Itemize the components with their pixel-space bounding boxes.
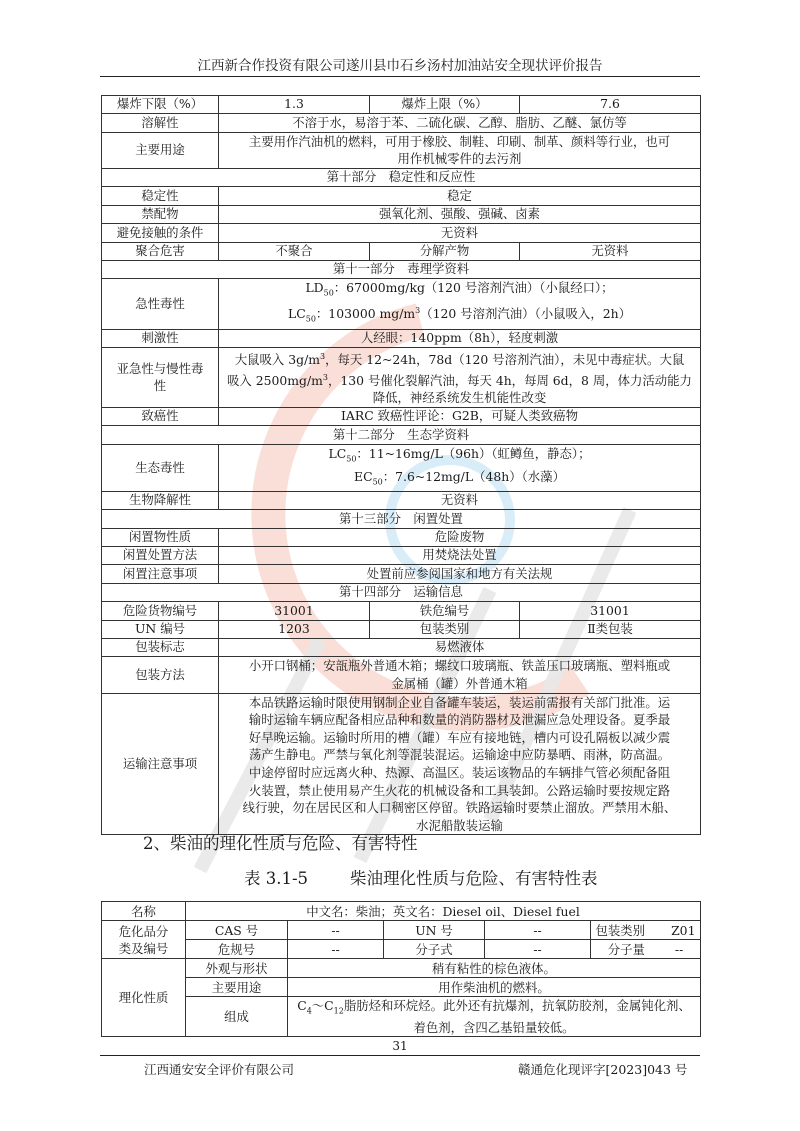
table-row — [102, 959, 701, 978]
decomp-label: 分解产物 — [370, 242, 520, 260]
avoid-label: 避免接触的条件 — [102, 224, 219, 242]
section-heading: 第十二部分 生态学资料 — [102, 426, 701, 444]
table-row — [102, 997, 701, 1037]
polymer-value: 不聚合 — [219, 242, 370, 260]
name-value: 中文名：柴油；英文名：Diesel oil、Diesel fuel — [186, 902, 701, 921]
table-row — [102, 639, 701, 657]
table-row — [102, 940, 701, 959]
appearance-label: 外观与形状 — [186, 959, 288, 978]
section-title: 2、柴油的理化性质与危险、有害特性 — [143, 834, 418, 853]
table-row — [102, 657, 701, 693]
table-row — [102, 260, 701, 278]
table-row — [102, 921, 701, 940]
table-row — [102, 444, 701, 491]
avoid-value: 无资料 — [219, 224, 701, 242]
table-row — [102, 491, 701, 509]
transport-value: 本品铁路运输时限使用钢制企业自备罐车装运，装运前需报有关部门批准。运 输时运输车辆应配备相应品种和数量的消防器材及泄漏应急处理设备。夏季最 好早晚运输。运输时所用的槽（罐）车应有接地链，槽内可设孔隔板以减少震 荡产生静电。严禁与氧化剂等混装混运。运输途中应防暴晒、雨淋，防高温。 中途停留时应远离火种、热源、高温区。装运该物品的车辆排气管必须配备阻 火装置，禁止使用易产生火花的机械设备和工具装卸。公路运输时要按规定路 线行驶，勿在居民区和人口稠密区停留。铁路运输时要禁止溜放。严禁用木船、 水泥船散装运输 — [219, 693, 701, 835]
ld50-line: $LD_{50}$：67000mg/kg（120 号溶剂汽油）（小鼠经口）； — [305, 280, 614, 298]
un-value: -- — [485, 921, 591, 940]
table-row — [102, 902, 701, 921]
table-row — [102, 279, 701, 329]
acute-label: 急性毒性 — [102, 279, 219, 329]
table-row — [102, 407, 701, 425]
disposal-nature-label: 闲置物性质 — [102, 528, 219, 546]
section-heading: 第十部分 稳定性和反应性 — [102, 168, 701, 186]
rail-no-value: 31001 — [520, 602, 701, 620]
use-label: 主要用途 — [186, 978, 288, 997]
chronic-value: 大鼠吸入 $3g/m^3$，每天 12~24h，78d（120 号溶剂汽油），未见中毒症状。大鼠 吸入 $2500mg/m^3$，130 号催化裂解汽油，每天 4h，每周 6d，8 周，体力活动能力 降低，神经系统发生机能性改变 — [219, 347, 701, 407]
solubility-label: 溶解性 — [102, 114, 219, 132]
transport-label: 运输注意事项 — [102, 693, 219, 835]
page-number: 31 — [392, 1039, 408, 1053]
table-row — [102, 242, 701, 260]
table-row — [102, 547, 701, 565]
polymer-label: 聚合危害 — [102, 242, 219, 260]
disposal-method-label: 闲置处置方法 — [102, 547, 219, 565]
pack-method-label: 包装方法 — [102, 657, 219, 693]
composition-value: $C_4\sim C_{12}$脂肪烃和环烷烃。此外还有抗爆剂，抗氧防胶剂，金属钝化剂、 着色剂，含四乙基铅量较低。 — [288, 997, 701, 1037]
carcino-label: 致癌性 — [102, 407, 219, 425]
use-label: 主要用途 — [102, 132, 219, 168]
carcino-value: IARC 致癌性评论：G2B，可疑人类致癌物 — [219, 407, 701, 425]
footer-divider — [100, 1055, 700, 1056]
disposal-nature-value: 危险废物 — [219, 528, 701, 546]
acute-value — [219, 279, 701, 329]
pack-method-value: 小开口钢桶；安瓿瓶外普通木箱；螺纹口玻璃瓶、铁盖压口玻璃瓶、塑料瓶或 金属桶（罐）外普通木箱 — [219, 657, 701, 693]
table-row — [102, 565, 701, 583]
appearance-value: 稍有粘性的棕色液体。 — [288, 959, 701, 978]
decomp-value: 无资料 — [520, 242, 701, 260]
reg-value: -- — [288, 940, 384, 959]
irritation-value: 人经眼：140ppm（8h），轻度刺激 — [219, 329, 701, 347]
footer-report-number: 赣通危化现评字[2023]043 号 — [518, 1062, 688, 1077]
table-row — [102, 510, 701, 528]
section-heading: 第十三部分 闲置处置 — [102, 510, 701, 528]
table-row — [102, 620, 701, 638]
lc50-line: $LC_{50}$：103000 $mg/m^3(120$ 号溶剂汽油）（小鼠吸入，2h） — [288, 306, 631, 324]
formula-label: 分子式 — [384, 940, 485, 959]
diesel-properties-table — [101, 901, 701, 1037]
table-row — [102, 329, 701, 347]
pack-mark-label: 包装标志 — [102, 639, 219, 657]
eco-label: 生态毒性 — [102, 444, 219, 491]
stability-label: 稳定性 — [102, 187, 219, 205]
composition-label: 组成 — [186, 997, 288, 1037]
page-header: 江西新合作投资有限公司遂川县巾石乡汤村加油站安全现状评价报告 — [197, 58, 603, 74]
header-divider — [100, 76, 700, 77]
table-row — [102, 96, 701, 114]
table-row — [102, 978, 701, 997]
rail-no-label: 铁危编号 — [370, 602, 520, 620]
disposal-note-value: 处置前应参阅国家和地方有关法规 — [219, 565, 701, 583]
physchem-label: 理化性质 — [102, 959, 186, 1037]
table-row — [102, 602, 701, 620]
table-row — [102, 224, 701, 242]
incompatible-label: 禁配物 — [102, 205, 219, 223]
table-row — [102, 187, 701, 205]
explosion-lower-label: 爆炸下限（%） — [102, 96, 219, 114]
use-line: 用作机械零件的去污剂 — [397, 151, 522, 167]
un-value: 1203 — [219, 620, 370, 638]
stability-value: 稳定 — [219, 187, 701, 205]
use-value: 用作柴油机的燃料。 — [288, 978, 701, 997]
table-row — [102, 426, 701, 444]
table-row — [102, 583, 701, 601]
un-label: UN 号 — [384, 921, 485, 940]
name-label: 名称 — [102, 902, 186, 921]
explosion-upper-value: 7.6 — [520, 96, 701, 114]
pack-class: 包装类别 Z01 — [591, 921, 701, 940]
chronic-label: 亚急性与慢性毒 性 — [102, 347, 219, 407]
cas-value: -- — [288, 921, 384, 940]
disposal-method-value: 用焚烧法处置 — [219, 547, 701, 565]
dg-no-label: 危险货物编号 — [102, 602, 219, 620]
footer-company: 江西通安安全评价有限公司 — [144, 1062, 295, 1077]
explosion-lower-value: 1.3 — [219, 96, 370, 114]
section-heading: 第十一部分 毒理学资料 — [102, 260, 701, 278]
mw: 分子量 -- — [591, 940, 701, 959]
disposal-note-label: 闲置注意事项 — [102, 565, 219, 583]
biodeg-value: 无资料 — [219, 491, 701, 509]
dg-no-value: 31001 — [219, 602, 370, 620]
table-caption: 表 3.1-5 柴油理化性质与危险、有害特性表 — [244, 869, 598, 888]
cas-label: CAS 号 — [186, 921, 288, 940]
formula-value: -- — [485, 940, 591, 959]
table-row — [102, 132, 701, 168]
use-line: 主要用作汽油机的燃料，可用于橡胶、制鞋、印刷、制革、颜料等行业，也可 — [248, 133, 671, 149]
class-label: 危化品分 类及编号 — [102, 921, 186, 959]
un-label: UN 编号 — [102, 620, 219, 638]
table-row — [102, 693, 701, 835]
reg-label: 危规号 — [186, 940, 288, 959]
incompatible-value: 强氧化剂、强酸、强碱、卤素 — [219, 205, 701, 223]
explosion-upper-label: 爆炸上限（%） — [370, 96, 520, 114]
table-row — [102, 528, 701, 546]
biodeg-label: 生物降解性 — [102, 491, 219, 509]
table-row — [102, 114, 701, 132]
irritation-label: 刺激性 — [102, 329, 219, 347]
table-row — [102, 205, 701, 223]
section-heading: 第十四部分 运输信息 — [102, 583, 701, 601]
eco-value: $LC_{50}$：11~16mg/L（96h）（虹鳟鱼，静态）； $EC_{50}$：7.6~12mg/L（48h）（水藻） — [219, 444, 701, 491]
gasoline-properties-table — [101, 95, 701, 835]
pack-class-value: Ⅱ类包装 — [520, 620, 701, 638]
use-value — [219, 132, 701, 168]
solubility-value: 不溶于水，易溶于苯、二硫化碳、乙醇、脂肪、乙醚、氯仿等 — [219, 114, 701, 132]
pack-mark-value: 易燃液体 — [219, 639, 701, 657]
table-row — [102, 347, 701, 407]
pack-class-label: 包装类别 — [370, 620, 520, 638]
table-row — [102, 168, 701, 186]
